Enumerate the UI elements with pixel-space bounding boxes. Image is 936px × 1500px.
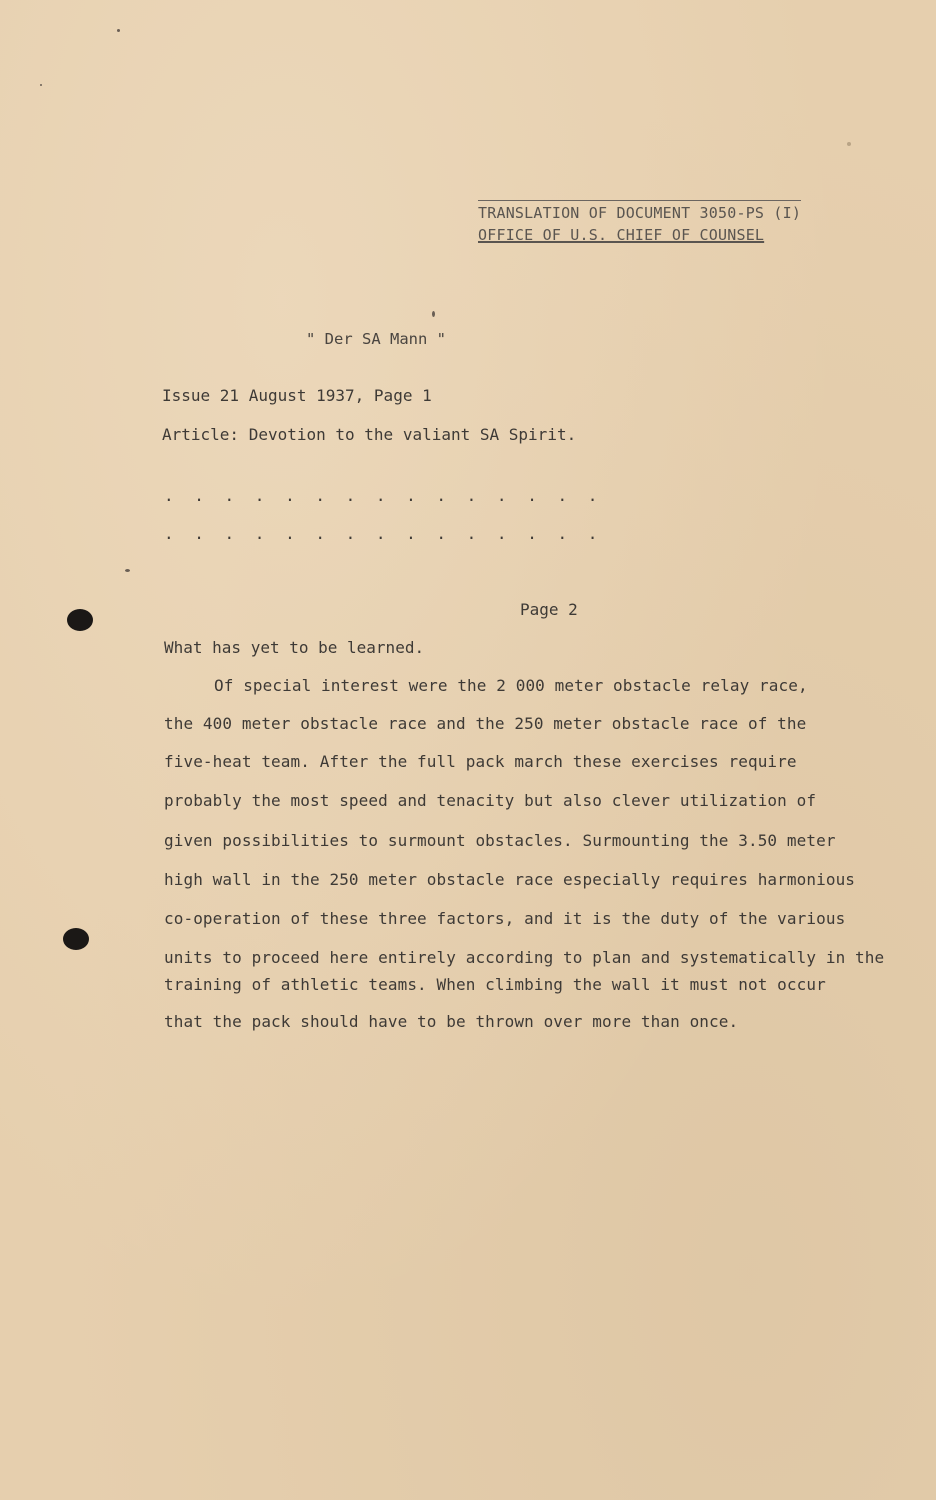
publication-title: " Der SA Mann " <box>306 330 446 348</box>
body-line: given possibilities to surmount obstacles. Surmounting the 3.50 meter <box>164 831 836 850</box>
body-line: the 400 meter obstacle race and the 250 meter obstacle race of the <box>164 714 807 733</box>
omission-dots-1: . . . . . . . . . . . . . . . <box>164 486 603 505</box>
paper-speck <box>117 29 120 32</box>
page-label: Page 2 <box>520 600 578 619</box>
paper-speck <box>847 142 851 146</box>
body-line: five-heat team. After the full pack march these exercises require <box>164 752 797 771</box>
body-line: probably the most speed and tenacity but also clever utilization of <box>164 791 817 810</box>
document-header <box>478 200 801 246</box>
body-line: co-operation of these three factors, and it is the duty of the various <box>164 909 846 928</box>
omission-dots-2: . . . . . . . . . . . . . . . <box>164 524 603 543</box>
section-heading: What has yet to be learned. <box>164 638 425 657</box>
punch-hole <box>63 928 89 950</box>
paper-speck <box>40 84 42 86</box>
punch-hole <box>67 609 93 631</box>
body-line: that the pack should have to be thrown over more than once. <box>164 1012 739 1031</box>
paper-speck <box>125 569 130 572</box>
body-line: training of athletic teams. When climbing the wall it must not occur <box>164 975 826 994</box>
issue-line: Issue 21 August 1937, Page 1 <box>162 386 432 405</box>
body-line: units to proceed here entirely according to plan and systematically in the <box>164 948 885 967</box>
article-line: Article: Devotion to the valiant SA Spirit. <box>162 425 577 444</box>
office-header-line: OFFICE OF U.S. CHIEF OF COUNSEL <box>478 226 765 244</box>
body-line: Of special interest were the 2 000 meter obstacle relay race, <box>214 676 808 695</box>
paper-speck <box>432 311 435 317</box>
body-line: high wall in the 250 meter obstacle race especially requires harmonious <box>164 870 856 889</box>
translation-header-line: TRANSLATION OF DOCUMENT 3050-PS (I) <box>478 200 801 224</box>
